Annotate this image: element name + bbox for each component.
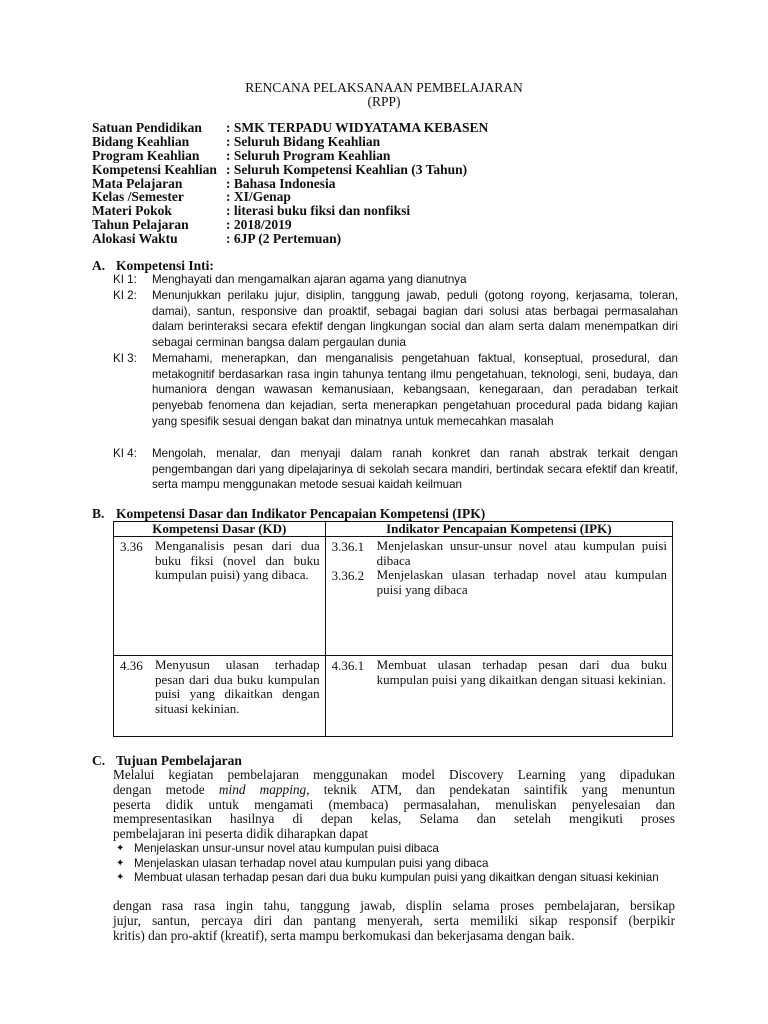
ki-number: KI 3:: [113, 352, 137, 365]
section-title: Kompetensi Dasar dan Indikator Pencapaian Kompetensi (IPK): [116, 506, 486, 521]
objective-bullet: [113, 843, 675, 857]
ipk-item: [326, 658, 672, 703]
mind-mapping-term: mind mapping: [218, 781, 307, 797]
ipk-number: 3.36.2: [331, 568, 365, 583]
paragraph-line: [113, 783, 675, 798]
identity-label: Materi Pokok: [92, 203, 172, 219]
kd-cell: [114, 656, 326, 737]
objective-bullet: [113, 872, 675, 900]
ki-text: Mengolah, menalar, dan menyaji dalam ranah konkret dan ranah abstrak terkait dengan pengembangan dari yang dipelajarinya di sekolah secara mandiri, bertindak secara efektif dan kreatif, serta mampu menggunakan metode sesuai kaidah keilmuan: [152, 447, 678, 492]
ipk-number: 3.36.1: [331, 539, 365, 554]
identity-value: : Seluruh Kompetensi Keahlian (3 Tahun): [226, 161, 468, 177]
identity-value: : Seluruh Program Keahlian: [226, 147, 391, 163]
ki-number: KI 2:: [113, 289, 137, 302]
ipk-text: Membuat ulasan terhadap pesan dari dua buku kumpulan puisi yang dikaitkan dengan situasi kekinian.: [376, 657, 667, 687]
section-b-heading: [92, 506, 485, 521]
identity-value: : SMK TERPADU WIDYATAMA KEBASEN: [226, 120, 489, 135]
ipk-number: 4.36.1: [331, 658, 365, 673]
kd-number: 3.36: [120, 539, 143, 554]
paragraph-line: peserta didik untuk mengamati (membaca) permasalahan, menuliskan penyelesaian dan: [113, 796, 675, 812]
section-a-heading: [92, 258, 214, 273]
ipk-cell: [325, 537, 672, 656]
ki-item: [113, 288, 678, 352]
ipk-text: Menjelaskan unsur-unsur novel atau kumpulan puisi dibaca: [376, 538, 667, 568]
objective-bullet: [113, 858, 675, 872]
ipk-item: [326, 568, 672, 598]
identity-value: : Bahasa Indonesia: [226, 175, 336, 191]
column-header-kd: Kompetensi Dasar (KD): [114, 522, 326, 537]
section-title: Tujuan Pembelajaran: [116, 753, 242, 768]
identity-value: : 6JP (2 Pertemuan): [226, 231, 342, 247]
ki-text: Menghayati dan mengamalkan ajaran agama yang dianutnya: [152, 273, 467, 286]
paragraph-fragment: dengan metode: [113, 781, 219, 797]
identity-value: : Seluruh Bidang Keahlian: [226, 133, 381, 149]
section-c-heading: [92, 753, 242, 768]
table-header-row: [114, 522, 673, 537]
section-letter: B.: [92, 506, 105, 521]
table-row: [114, 656, 673, 737]
identity-value: : XI/Genap: [226, 189, 291, 205]
kd-cell: [114, 537, 326, 656]
section-letter: C.: [92, 753, 106, 768]
ki-text: Memahami, menerapkan, dan menganalisis pengetahuan faktual, konseptual, prosedural, dan metakognitif berdasarkan rasa ingin tahunya tentang ilmu pengetahuan, teknologi, seni, budaya, dan humaniora dengan wawasan kemanusiaan, kebangsaan, kenegaraan, dan peradaban terkait penyebab fenomena dan kejadian, serta menerapkan pengetahuan procedural pada bidang kajian yang spesifik sesuai dengan bakat dan minatnya untuk memecahkan masalah: [152, 352, 678, 428]
kd-text: Menyusun ulasan terhadap pesan dari dua buku kumpulan puisi yang dikaitkan dengan situasi kekinian.: [155, 657, 320, 716]
bullet-text: Membuat ulasan terhadap pesan dari dua buku kumpulan puisi yang dikaitkan dengan situasi kekinian: [134, 871, 659, 884]
four-pointed-star-icon: ✦: [116, 872, 125, 883]
section-title: Kompetensi Inti:: [116, 258, 214, 273]
section-letter: A.: [92, 258, 106, 273]
kd-ipk-table: [113, 521, 673, 737]
learning-objective-outro: [113, 899, 675, 943]
ipk-text: Menjelaskan ulasan terhadap novel atau kumpulan puisi yang dibaca: [376, 567, 667, 597]
identity-value: : literasi buku fiksi dan nonfiksi: [226, 203, 411, 219]
table-row: [114, 537, 673, 656]
kd-number: 4.36: [120, 658, 143, 673]
identity-label: Bidang Keahlian: [92, 133, 190, 149]
identity-label: Kompetensi Keahlian: [92, 161, 217, 177]
ki-number: KI 4:: [113, 447, 137, 460]
paragraph-line: jujur, santun, percaya diri dan pantang menyerah, serta memiliki sikap responsif (berpikir: [113, 912, 675, 928]
ki-item: [113, 446, 678, 494]
column-header-ipk: Indikator Pencapaian Kompetensi (IPK): [325, 522, 672, 537]
paragraph-line: kritis) dan pro-aktif (kreatif), serta mampu berkomukasi dan bekerjasama dengan baik.: [113, 927, 575, 943]
identity-value: : 2018/2019: [226, 217, 292, 233]
document-subtitle: (RPP): [367, 94, 401, 109]
ipk-item: [326, 539, 672, 569]
ki-number: KI 1:: [113, 273, 137, 286]
ki-text: Menunjukkan perilaku jujur, disiplin, tanggung jawab, peduli (gotong royong, kerjasama, toleran, damai), santun, responsive dan proaktif, sebagai bagian dari solusi atas berbagai permasalahan dalam berinteraksi secara efektif dengan lingkungan social dan alam serta dalam menempatkan diri sebagai cerminan bangsa dalam pergaulan dunia: [152, 289, 678, 350]
ki-item: [113, 272, 678, 288]
ki-item: [113, 351, 678, 447]
ipk-cell: [325, 656, 672, 737]
four-pointed-star-icon: ✦: [116, 843, 125, 854]
identity-label: Kelas /Semester: [92, 189, 184, 205]
bullet-text: Menjelaskan unsur-unsur novel atau kumpulan puisi dibaca: [134, 842, 439, 855]
bullet-text: Menjelaskan ulasan terhadap novel atau kumpulan puisi yang dibaca: [134, 857, 489, 870]
identity-label: Alokasi Waktu: [92, 231, 178, 247]
identity-label: Mata Pelajaran: [92, 175, 183, 191]
paragraph-line: dengan rasa rasa ingin tahu, tanggung jawab, displin selama proses pembelajaran, bersikap: [113, 898, 675, 913]
four-pointed-star-icon: ✦: [116, 858, 125, 869]
kd-text: Menganalisis pesan dari dua buku fiksi (novel dan buku kumpulan puisi) yang dibaca.: [155, 538, 320, 582]
learning-objective-intro: [113, 768, 675, 842]
paragraph-fragment: , teknik ATM, dan pendekatan saintifik yang menuntun: [306, 781, 675, 797]
identity-label: Satuan Pendidikan: [92, 120, 202, 135]
identity-label: Program Keahlian: [92, 147, 200, 163]
identity-label: Tahun Pelajaran: [92, 217, 189, 233]
paragraph-line: pembelajaran ini peserta didik diharapkan dapat: [113, 826, 369, 842]
document-title: RENCANA PELAKSANAAN PEMBELAJARAN: [245, 80, 523, 95]
paragraph-line: Melalui kegiatan pembelajaran menggunakan model Discovery Learning yang dipadukan: [113, 767, 675, 782]
paragraph-line: mempresentasikan hasilnya di depan kelas, Selama dan setelah mengikuti proses: [113, 811, 675, 827]
